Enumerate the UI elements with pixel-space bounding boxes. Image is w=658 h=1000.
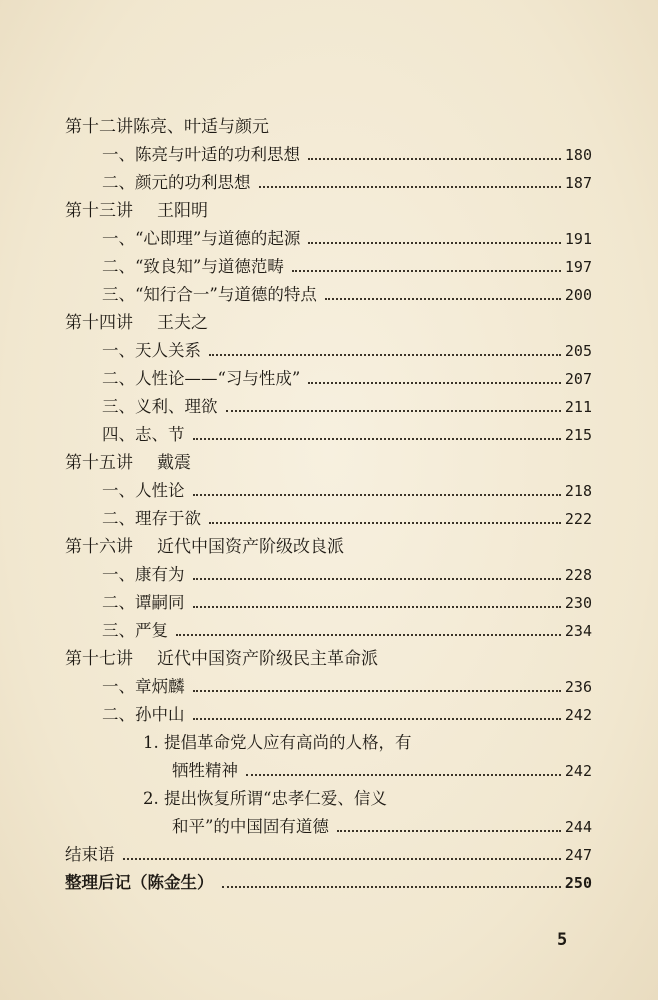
chapter-number: 第十三讲 — [65, 201, 133, 221]
chapter-title: 陈亮、叶适与颜元 — [133, 117, 269, 137]
entry-label: 一、“心即理”与道德的起源 — [102, 229, 301, 248]
entry-page: 215 — [564, 426, 592, 444]
dot-leader — [193, 578, 561, 608]
toc-entry[interactable] — [102, 169, 592, 197]
toc-entry[interactable] — [102, 617, 592, 645]
entry-label: 三、严复 — [102, 621, 168, 640]
dot-leader — [222, 858, 561, 888]
entry-label: 二、谭嗣同 — [102, 593, 185, 612]
toc-entry[interactable] — [102, 701, 592, 729]
chapter-title: 近代中国资产阶级改良派 — [157, 537, 344, 557]
entry-label: 二、人性论——“习与性成” — [102, 369, 301, 388]
toc-entry[interactable] — [102, 281, 592, 309]
dot-leader — [308, 354, 561, 384]
entry-label: 一、人性论 — [102, 481, 185, 500]
dot-leader — [337, 802, 561, 832]
dot-leader — [193, 550, 561, 580]
chapter-number: 第十五讲 — [65, 453, 133, 473]
dot-leader — [292, 242, 561, 272]
chapter-title: 王夫之 — [157, 313, 208, 333]
chapter-heading — [65, 197, 265, 225]
entry-page: 244 — [564, 818, 592, 836]
entry-label: 四、志、节 — [102, 425, 185, 444]
entry-page: 247 — [564, 846, 592, 864]
dot-leader — [226, 382, 561, 412]
toc-entry-postscript[interactable] — [65, 869, 592, 897]
dot-leader — [246, 746, 561, 776]
entry-label: 二、理存于欲 — [102, 509, 201, 528]
entry-page: 236 — [564, 678, 592, 696]
chapter-number: 第十二讲 — [65, 117, 133, 137]
entry-page: 228 — [564, 566, 592, 584]
entry-label: 整理后记（陈金生） — [65, 873, 214, 892]
toc-entry[interactable] — [102, 421, 592, 449]
entry-label: 三、“知行合一”与道德的特点 — [102, 285, 317, 304]
dot-leader — [193, 410, 561, 440]
entry-page: 207 — [564, 370, 592, 388]
entry-label: 和平”的中国固有道德 — [172, 817, 329, 836]
entry-label: 结束语 — [65, 845, 115, 864]
toc-subentry-continuation[interactable] — [172, 757, 592, 785]
dot-leader — [259, 158, 561, 188]
entry-label: 二、“致良知”与道德范畴 — [102, 257, 284, 276]
entry-label: 牺牲精神 — [172, 761, 238, 780]
subentry-label: 2. 提出恢复所谓“忠孝仁爱、信义 — [143, 789, 387, 808]
chapter-number: 第十六讲 — [65, 537, 133, 557]
dot-leader — [176, 606, 561, 636]
entry-label: 二、颜元的功利思想 — [102, 173, 251, 192]
entry-page: 218 — [564, 482, 592, 500]
chapter-heading — [65, 113, 269, 141]
dot-leader — [209, 326, 561, 356]
entry-page: 197 — [564, 258, 592, 276]
chapter-number: 第十四讲 — [65, 313, 133, 333]
subentry-label: 1. 提倡革命党人应有高尚的人格，有 — [143, 733, 412, 752]
entry-page: 191 — [564, 230, 592, 248]
dot-leader — [193, 466, 561, 496]
chapter-title: 王阳明 — [157, 201, 208, 221]
chapter-number: 第十七讲 — [65, 649, 133, 669]
entry-label: 一、陈亮与叶适的功利思想 — [102, 145, 300, 164]
entry-page: 211 — [564, 398, 592, 416]
dot-leader — [308, 130, 561, 160]
entry-label: 一、康有为 — [102, 565, 185, 584]
entry-page: 234 — [564, 622, 592, 640]
chapter-title: 近代中国资产阶级民主革命派 — [157, 649, 378, 669]
entry-page: 200 — [564, 286, 592, 304]
dot-leader — [193, 662, 561, 692]
chapter-title: 戴震 — [157, 453, 191, 473]
entry-label: 一、天人关系 — [102, 341, 201, 360]
entry-page: 250 — [564, 874, 592, 892]
entry-label: 一、章炳麟 — [102, 677, 185, 696]
entry-label: 二、孙中山 — [102, 705, 185, 724]
dot-leader — [123, 830, 561, 860]
entry-page: 230 — [564, 594, 592, 612]
dot-leader — [193, 690, 561, 720]
entry-page: 242 — [564, 706, 592, 724]
entry-page: 222 — [564, 510, 592, 528]
toc-entry[interactable] — [102, 505, 592, 533]
dot-leader — [308, 214, 561, 244]
dot-leader — [325, 270, 561, 300]
entry-page: 205 — [564, 342, 592, 360]
page-number: 5 — [557, 930, 568, 950]
entry-page: 180 — [564, 146, 592, 164]
entry-page: 187 — [564, 174, 592, 192]
entry-label: 三、义利、理欲 — [102, 397, 218, 416]
dot-leader — [209, 494, 561, 524]
entry-page: 242 — [564, 762, 592, 780]
